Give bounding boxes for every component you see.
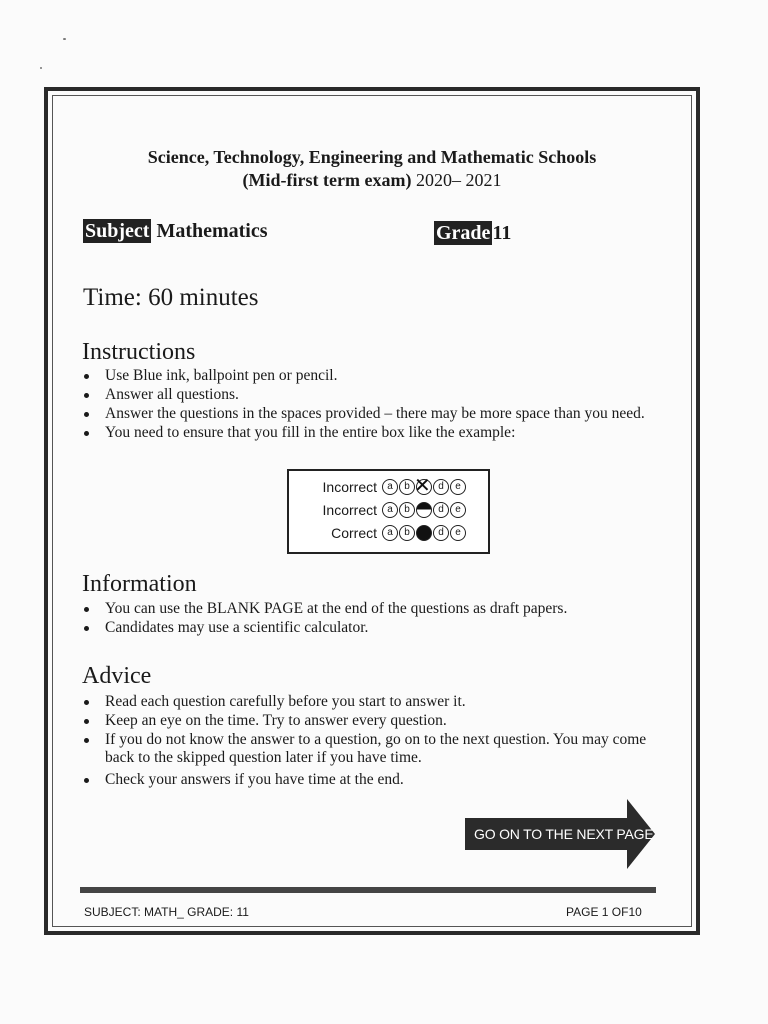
answer-example-box xyxy=(287,469,490,554)
list-item: You need to ensure that you fill in the entire box like the example: xyxy=(62,424,652,442)
example-row-incorrect-cross xyxy=(323,477,466,497)
grade-value: 11 xyxy=(492,222,512,244)
subject-row xyxy=(83,219,268,243)
bubble-d: d xyxy=(433,479,449,495)
example-row-incorrect-partial xyxy=(323,500,466,520)
list-item: Check your answers if you have time at the end. xyxy=(62,771,662,789)
list-item: You can use the BLANK PAGE at the end of the questions as draft papers. xyxy=(62,600,652,618)
subject-label: Subject xyxy=(85,220,150,242)
list-item: Read each question carefully before you start to answer it. xyxy=(62,693,662,711)
list-item: Answer all questions. xyxy=(62,386,652,404)
bubble-b: b xyxy=(399,502,415,518)
grade-label: Grade xyxy=(436,222,491,244)
scan-speck xyxy=(63,38,66,40)
school-title: Science, Technology, Engineering and Mathematic Schools xyxy=(147,147,597,167)
bubble-e: e xyxy=(450,479,466,495)
bubble-c-partial xyxy=(416,502,432,518)
exam-name: (Mid-first term exam) xyxy=(242,170,412,190)
bubble-c-crossed xyxy=(416,479,432,495)
list-item: If you do not know the answer to a question, go on to the next question. You may come back to the skipped question later if you have time. xyxy=(62,731,662,767)
bubble-b: b xyxy=(399,525,415,541)
example-row-label: Incorrect xyxy=(322,502,377,518)
list-item: Candidates may use a scientific calculator. xyxy=(62,619,652,637)
subject-value: Mathematics xyxy=(156,220,268,242)
footer-divider xyxy=(80,887,656,893)
advice-heading: Advice xyxy=(82,663,152,689)
list-item: Use Blue ink, ballpoint pen or pencil. xyxy=(62,367,652,385)
time-limit: Time: 60 minutes xyxy=(83,284,259,311)
bubble-d: d xyxy=(433,502,449,518)
list-item: Keep an eye on the time. Try to answer every question. xyxy=(62,712,662,730)
bubble-e: e xyxy=(450,525,466,541)
bubble-a: a xyxy=(382,479,398,495)
information-list xyxy=(62,600,652,638)
exam-subtitle xyxy=(48,169,696,191)
next-page-label: GO ON TO THE NEXT PAGE xyxy=(474,826,654,842)
bubble-b: b xyxy=(399,479,415,495)
example-row-label: Correct xyxy=(331,525,377,541)
bubble-c-filled xyxy=(416,525,432,541)
bubble-a: a xyxy=(382,525,398,541)
footer-page-number: PAGE 1 OF10 xyxy=(566,905,642,919)
example-row-label: Incorrect xyxy=(322,479,377,495)
bubble-a: a xyxy=(382,502,398,518)
footer-subject: SUBJECT: MATH_ GRADE: 11 xyxy=(84,905,249,919)
information-heading: Information xyxy=(82,571,197,597)
go-to-next-page-arrow xyxy=(465,799,655,869)
exam-year: 2020– 2021 xyxy=(415,170,502,190)
scan-speck xyxy=(40,67,42,69)
instructions-list xyxy=(62,367,652,443)
list-item: Answer the questions in the spaces provided – there may be more space than you need. xyxy=(62,405,652,423)
example-row-correct xyxy=(331,523,466,543)
advice-list xyxy=(62,693,662,790)
exam-page xyxy=(44,87,700,935)
bubble-e: e xyxy=(450,502,466,518)
grade-row xyxy=(434,221,511,245)
instructions-heading: Instructions xyxy=(82,339,196,365)
bubble-d: d xyxy=(433,525,449,541)
